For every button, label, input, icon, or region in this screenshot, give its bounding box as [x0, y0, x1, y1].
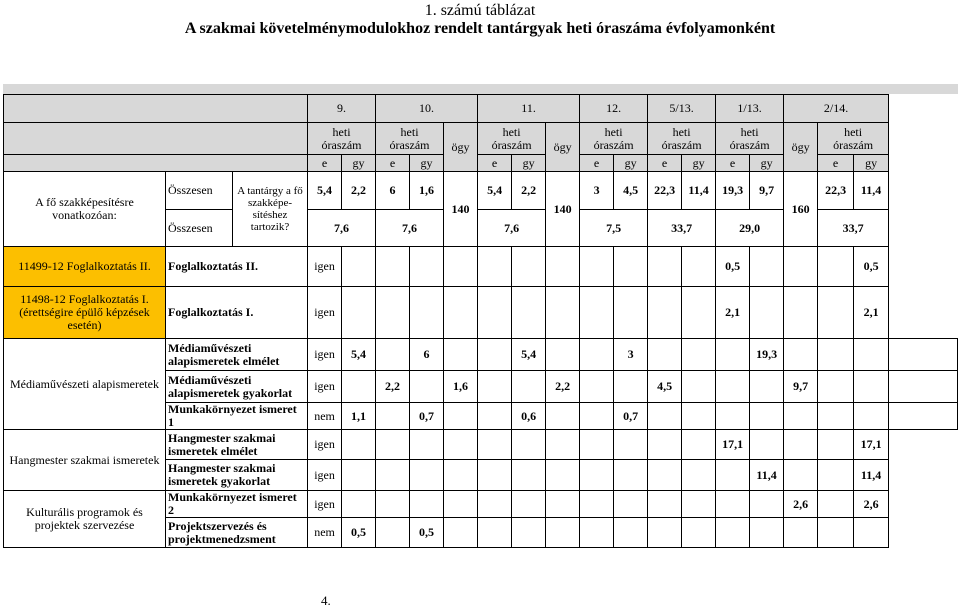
gy-header: gy — [614, 155, 648, 172]
value-cell: 0,6 — [512, 403, 546, 430]
ogy-header: ögy — [444, 123, 478, 172]
total-cell: 9,7 — [750, 172, 784, 210]
total-cell: 6 — [376, 172, 410, 210]
total-cell: 19,3 — [716, 172, 750, 210]
value-cell: 1,6 — [444, 371, 478, 403]
module-kulturalis: Kulturális programok és projektek szervezése — [4, 491, 166, 548]
header-blank — [4, 123, 308, 155]
igen-cell: igen — [308, 339, 342, 371]
year-header: 5/13. — [648, 95, 716, 123]
ogy-total: 160 — [784, 172, 818, 247]
value-cell: 5,4 — [342, 339, 376, 371]
total-sum: 7,6 — [478, 210, 546, 247]
e-header: e — [716, 155, 750, 172]
value-cell: 2,2 — [376, 371, 410, 403]
igen-cell: igen — [308, 371, 342, 403]
value-cell: 0,7 — [410, 403, 444, 430]
value-cell: 0,5 — [342, 518, 376, 548]
question-label: A tantárgy a fő szakképe-sítéshez tartozik? — [233, 172, 308, 247]
e-header: e — [478, 155, 512, 172]
value-cell: 0,5 — [854, 247, 889, 287]
total-cell: 5,4 — [478, 172, 512, 210]
header-band — [3, 84, 958, 94]
ogy-header: ögy — [784, 123, 818, 172]
value-cell: 2,1 — [716, 287, 750, 339]
value-cell: 19,3 — [750, 339, 784, 371]
year-header: 9. — [308, 95, 376, 123]
gy-header: gy — [682, 155, 716, 172]
igen-cell: igen — [308, 491, 342, 518]
total-sum: 7,6 — [308, 210, 376, 247]
subject-projektszervezes: Projektszervezés és projektmenedzsment — [166, 518, 308, 548]
year-header: 12. — [580, 95, 648, 123]
total-cell: 11,4 — [682, 172, 716, 210]
e-header: e — [648, 155, 682, 172]
module-media: Médiaművészeti alapismeretek — [4, 339, 166, 430]
table-caption: 1. számú táblázat — [424, 2, 536, 19]
heti-oraszam-header: heti óraszám — [478, 123, 546, 155]
total-cell: 2,2 — [512, 172, 546, 210]
heti-oraszam-header: heti óraszám — [818, 123, 889, 155]
subject-hangmester-gyakorlat: Hangmester szakmai ismeretek gyakorlat — [166, 460, 308, 491]
subject-media-elmelet: Médiaművészeti alapismeretek elmélet — [166, 339, 308, 371]
module-11499: 11499-12 Foglalkoztatás II. — [4, 247, 166, 287]
value-cell: 17,1 — [716, 430, 750, 460]
header-blank — [4, 95, 308, 123]
year-header: 2/14. — [784, 95, 889, 123]
value-cell: 1,1 — [342, 403, 376, 430]
total-cell: 2,2 — [342, 172, 376, 210]
ogy-total: 140 — [444, 172, 478, 247]
main-label: A fő szakképesítésre vonatkozóan: — [4, 172, 166, 247]
heti-oraszam-header: heti óraszám — [308, 123, 376, 155]
total-cell: 5,4 — [308, 172, 342, 210]
total-cell: 22,3 — [648, 172, 682, 210]
igen-cell: igen — [308, 460, 342, 491]
value-cell: 2,6 — [784, 491, 818, 518]
e-header: e — [580, 155, 614, 172]
subject-foglalkoztatas-1: Foglalkoztatás I. — [166, 287, 308, 339]
gy-header: gy — [750, 155, 784, 172]
total-cell: 4,5 — [614, 172, 648, 210]
subject-foglalkoztatas-2: Foglalkoztatás II. — [166, 247, 308, 287]
e-header: e — [376, 155, 410, 172]
value-cell: 2,1 — [854, 287, 889, 339]
total-cell: 3 — [580, 172, 614, 210]
subject-munkakornyezet-1: Munkakörnyezet ismeret 1 — [166, 403, 308, 430]
e-header: e — [308, 155, 342, 172]
value-cell: 11,4 — [854, 460, 889, 491]
total-cell: 11,4 — [854, 172, 889, 210]
igen-cell: igen — [308, 287, 342, 339]
total-sum: 33,7 — [648, 210, 716, 247]
year-header: 1/13. — [716, 95, 784, 123]
value-cell: 6 — [410, 339, 444, 371]
value-cell: 0,5 — [410, 518, 444, 548]
heti-oraszam-header: heti óraszám — [580, 123, 648, 155]
nem-cell: nem — [308, 518, 342, 548]
value-cell: 0,7 — [614, 403, 648, 430]
heti-oraszam-header: heti óraszám — [648, 123, 716, 155]
value-cell: 5,4 — [512, 339, 546, 371]
nem-cell: nem — [308, 403, 342, 430]
ogy-total: 140 — [546, 172, 580, 247]
value-cell: 9,7 — [784, 371, 818, 403]
value-cell: 2,6 — [854, 491, 889, 518]
subject-media-gyakorlat: Médiaművészeti alapismeretek gyakorlat — [166, 371, 308, 403]
module-hangmester: Hangmester szakmai ismeretek — [4, 430, 166, 491]
igen-cell: igen — [308, 247, 342, 287]
value-cell: 0,5 — [716, 247, 750, 287]
total-sum: 33,7 — [818, 210, 889, 247]
heti-oraszam-header: heti óraszám — [716, 123, 784, 155]
year-header: 11. — [478, 95, 580, 123]
igen-cell: igen — [308, 430, 342, 460]
year-header: 10. — [376, 95, 478, 123]
hours-table — [3, 94, 958, 548]
value-cell: 4,5 — [648, 371, 682, 403]
total-sum: 29,0 — [716, 210, 784, 247]
header-blank — [4, 155, 308, 172]
table-title: A szakmai követelménymodulokhoz rendelt tantárgyak heti óraszáma évfolyamonként — [184, 20, 776, 37]
osszesen-label: Összesen — [166, 172, 233, 210]
ogy-header: ögy — [546, 123, 580, 172]
page-number: 4. — [321, 593, 331, 608]
value-cell: 17,1 — [854, 430, 889, 460]
osszesen-label: Összesen — [166, 210, 233, 247]
total-cell: 1,6 — [410, 172, 444, 210]
gy-header: gy — [854, 155, 889, 172]
value-cell: 11,4 — [750, 460, 784, 491]
total-sum: 7,6 — [376, 210, 444, 247]
gy-header: gy — [512, 155, 546, 172]
gy-header: gy — [342, 155, 376, 172]
value-cell: 3 — [614, 339, 648, 371]
total-sum: 7,5 — [580, 210, 648, 247]
value-cell: 2,2 — [546, 371, 580, 403]
heti-oraszam-header: heti óraszám — [376, 123, 444, 155]
total-cell: 22,3 — [818, 172, 854, 210]
e-header: e — [818, 155, 854, 172]
subject-munkakornyezet-2: Munkakörnyezet ismeret 2 — [166, 491, 308, 518]
module-11498: 11498-12 Foglalkoztatás I. (érettségire épülő képzések esetén) — [4, 287, 166, 339]
gy-header: gy — [410, 155, 444, 172]
subject-hangmester-elmelet: Hangmester szakmai ismeretek elmélet — [166, 430, 308, 460]
